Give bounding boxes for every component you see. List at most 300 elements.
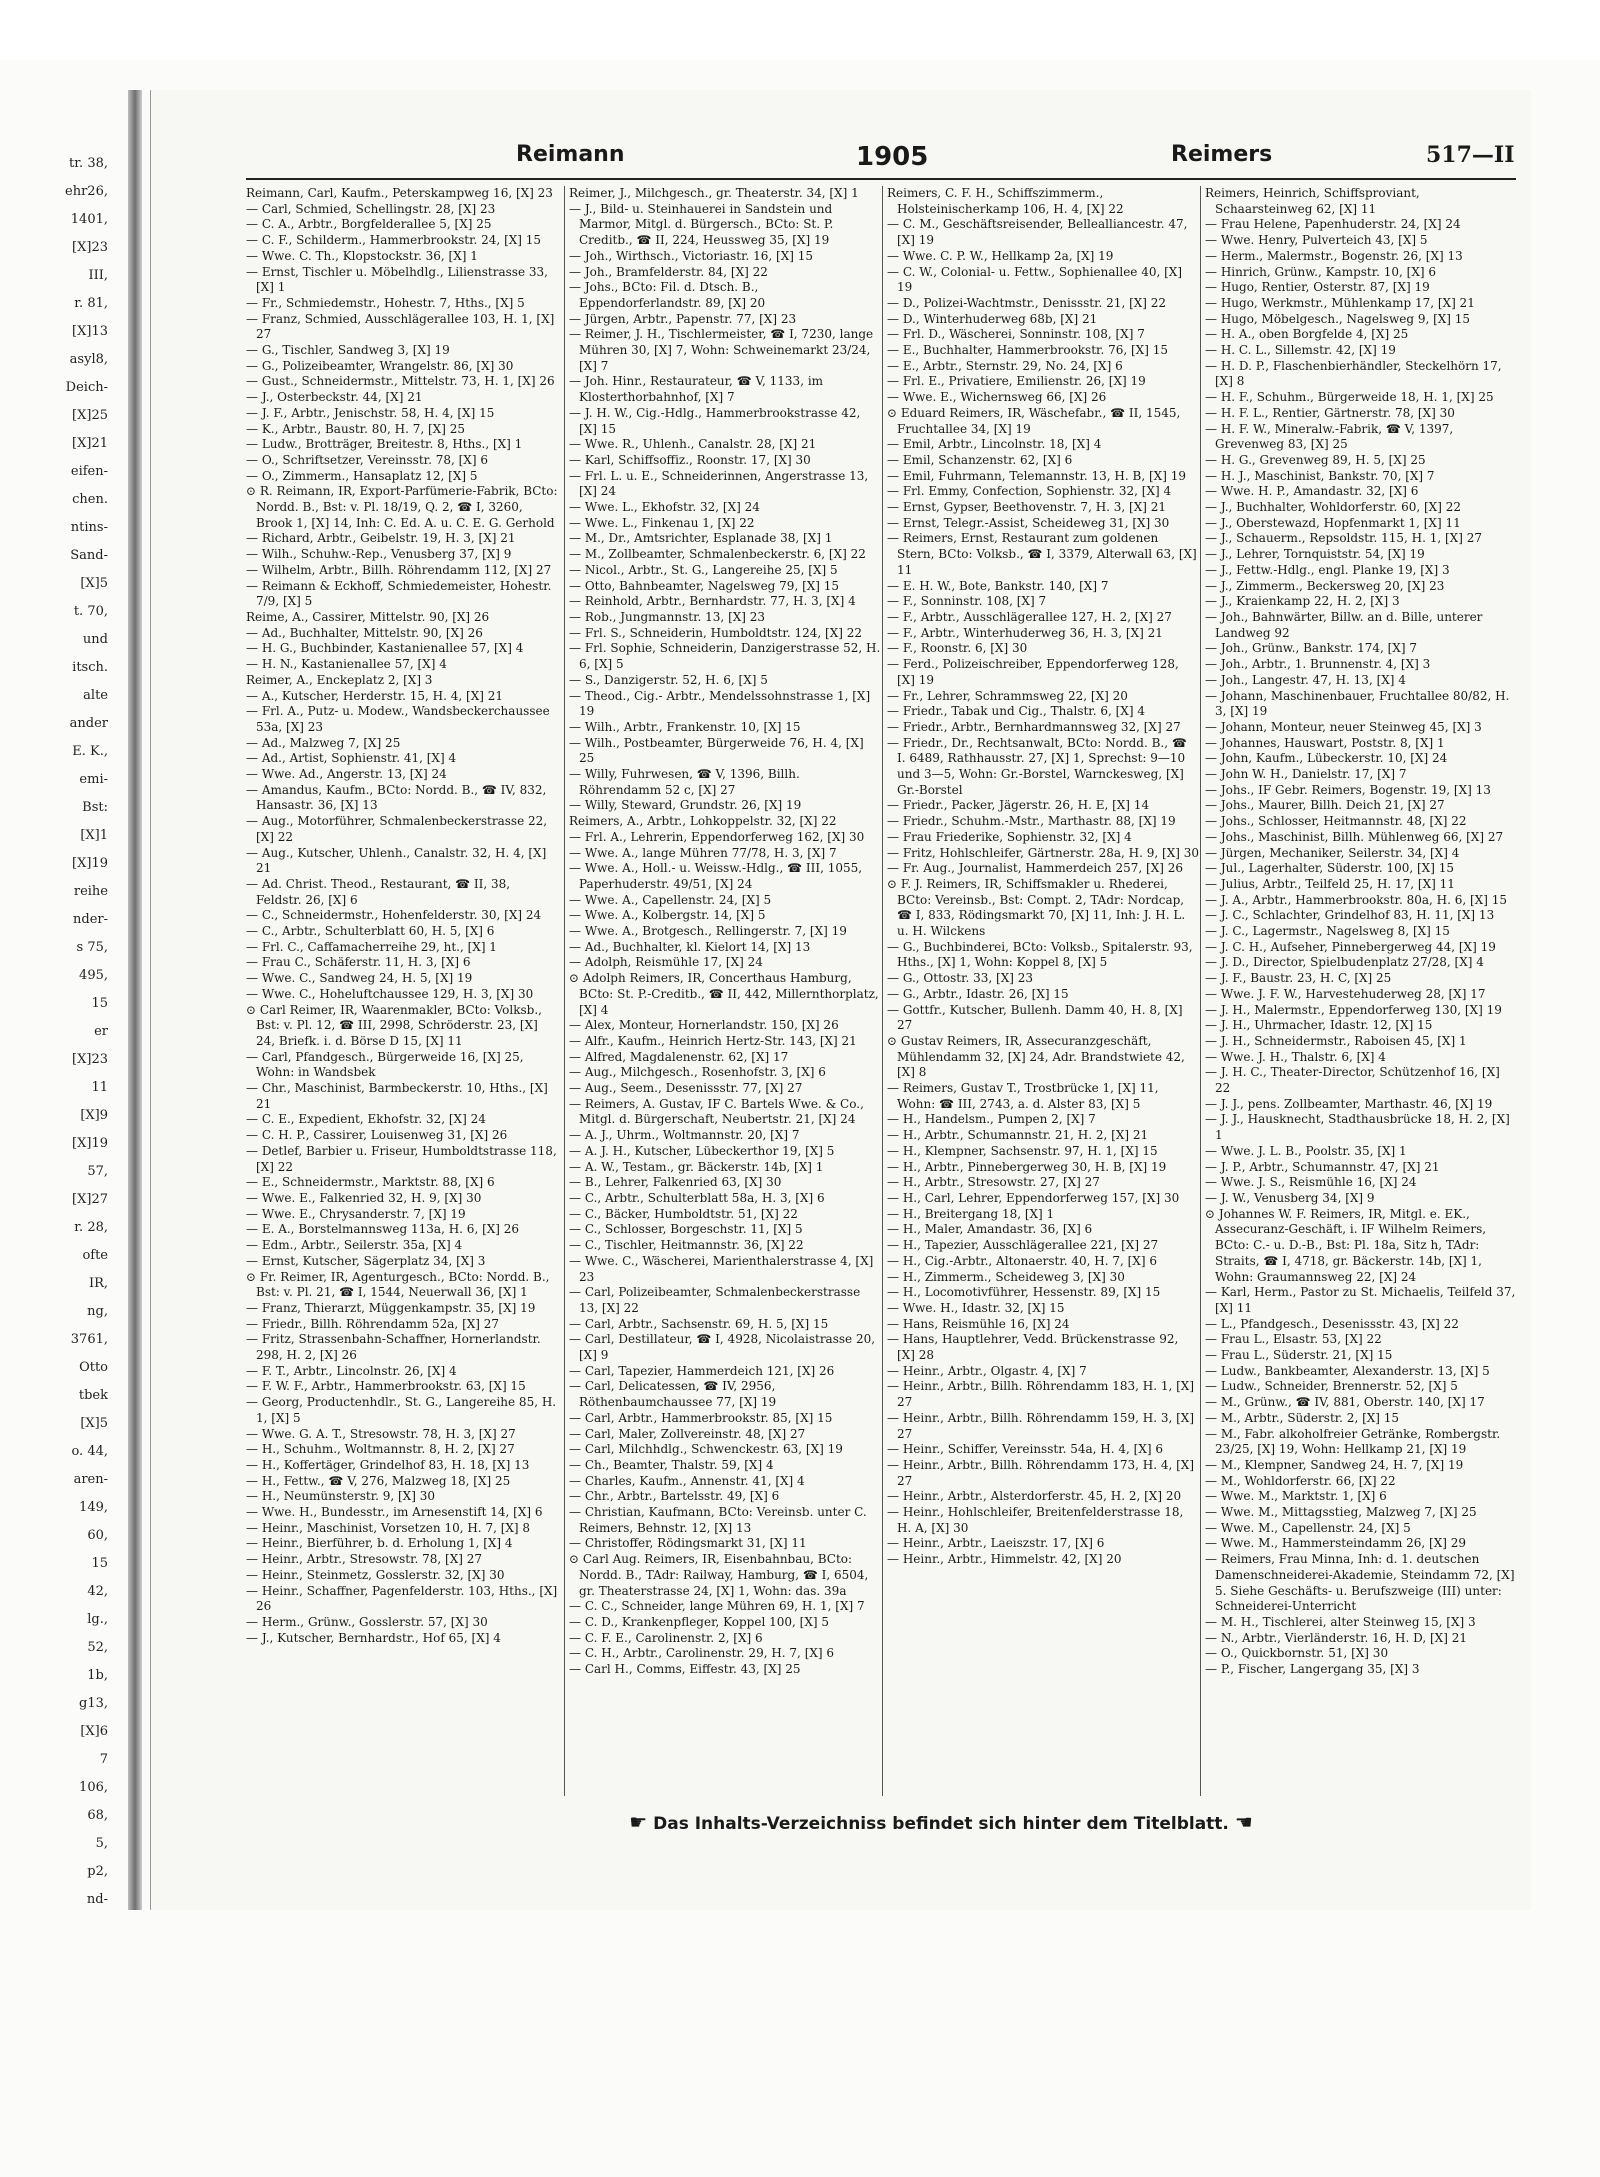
directory-entry: — Joh., Arbtr., 1. Brunnenstr. 4, [X] 3 (1205, 657, 1431, 672)
directory-entry: — Wwe. A., Capellenstr. 24, [X] 5 (569, 892, 772, 907)
directory-entry: — Jürgen, Mechaniker, Seilerstr. 34, [X] 4 (1205, 845, 1460, 860)
directory-entry: — Johann, Maschinenbauer, Fruchtallee 80/82, H. 3, [X] 19 (1205, 688, 1510, 719)
directory-entry: — G., Tischler, Sandweg 3, [X] 19 (246, 343, 450, 358)
directory-entry: — Friedr., Packer, Jägerstr. 26, H. E, [X] 14 (887, 798, 1150, 813)
directory-entry: — John W. H., Danielstr. 17, [X] 7 (1205, 767, 1407, 782)
facing-page-fragment: 495, (79, 968, 108, 983)
directory-entry: — J. H., Schneidermstr., Raboisen 45, [X] 1 (1205, 1033, 1467, 1048)
directory-entry: ⊙ R. Reimann, IR, Export-Parfümerie-Fabrik, BCto: Nordd. B., Bst: v. Pl. 18/19, Q. 2, ☎ I, 3260, Brook 1, [X] 14, Inh: C. Ed. A. u. C. E. G. Gerhold (246, 484, 558, 530)
facing-page-fragment: nder- (73, 912, 108, 927)
directory-entry: — Hinrich, Grünw., Kampstr. 10, [X] 6 (1205, 264, 1437, 279)
facing-page-fragment: chen. (72, 492, 108, 507)
directory-entry: — H. G., Grevenweg 89, H. 5, [X] 25 (1205, 452, 1426, 467)
directory-entry: — J., Kutscher, Bernhardstr., Hof 65, [X] 4 (246, 1630, 501, 1645)
facing-page-fragment: ng, (87, 1304, 108, 1319)
directory-entry: — Wwe. C., Sandweg 24, H. 5, [X] 19 (246, 971, 473, 986)
directory-entry: — Karl, Schiffsoffiz., Roonstr. 17, [X] 30 (569, 452, 811, 467)
directory-entry: — C., Schneidermstr., Hohenfelderstr. 30, [X] 24 (246, 908, 542, 923)
directory-entry: — J. W., Venusberg 34, [X] 9 (1205, 1191, 1375, 1205)
directory-entry: — H. F. L., Rentier, Gärtnerstr. 78, [X] 30 (1205, 405, 1455, 420)
directory-entry: — Jul., Lagerhalter, Süderstr. 100, [X] 15 (1205, 861, 1454, 876)
directory-entry: — M., Fabr. alkoholfreier Getränke, Rombergstr. 23/25, [X] 19, Wohn: Hellkamp 21, [X] 19 (1205, 1426, 1501, 1457)
directory-entry: — Reimann & Eckhoff, Schmiedemeister, Hohestr. 7/9, [X] 5 (246, 578, 552, 609)
directory-entry: — Wwe. A., Brotgesch., Rellingerstr. 7, [X] 19 (569, 924, 847, 939)
page-gutter (128, 90, 142, 1910)
directory-entry: — Wwe. J. S., Reismühle 16, [X] 24 (1205, 1175, 1417, 1190)
facing-page-fragment: 57, (87, 1164, 108, 1179)
directory-entry: — Gottfr., Kutscher, Bullenh. Damm 40, H. 8, [X] 27 (887, 1002, 1183, 1033)
directory-entry: — Detlef, Barbier u. Friseur, Humboldtstrasse 118, [X] 22 (246, 1143, 557, 1174)
directory-entry: Reimers, A., Arbtr., Lohkoppelstr. 32, [X] 22 (569, 814, 837, 829)
footer-text: Das Inhalts-Verzeichniss befindet sich hinter dem Titelblatt. (653, 1814, 1229, 1834)
facing-page-fragment: nd- (86, 1892, 108, 1907)
directory-entry: — C. H., Arbtr., Carolinenstr. 29, H. 7, [X] 6 (569, 1646, 835, 1661)
directory-entry: — Frl. A., Lehrerin, Eppendorferweg 162, [X] 30 (569, 829, 865, 844)
directory-entry: — Joh., Bahnwärter, Billw. an d. Bille, unterer Landweg 92 (1205, 609, 1483, 640)
directory-entry: — Wwe. R., Uhlenh., Canalstr. 28, [X] 21 (569, 437, 817, 452)
directory-entry: — Fr., Schmiedemstr., Hohestr. 7, Hths., [X] 5 (246, 295, 525, 310)
column-1 (246, 186, 558, 1796)
column-4 (1200, 186, 1517, 1796)
directory-entry: — Wwe. H. P., Amandastr. 32, [X] 6 (1205, 484, 1419, 499)
facing-page-fragment: asyl8, (69, 352, 108, 367)
facing-page-fragment: [X]23 (72, 1052, 108, 1067)
directory-entry: — Wwe. A., Holl.- u. Weissw.-Hdlg., ☎ III, 1055, Paperhuderstr. 49/51, [X] 24 (569, 861, 863, 891)
directory-entry: — Friedr., Schuhm.-Mstr., Marthastr. 88, [X] 19 (887, 814, 1176, 829)
facing-page-fragment: ehr26, (65, 184, 108, 199)
facing-page-fragment: ander (69, 716, 108, 731)
facing-page-fragment: III, (88, 268, 108, 283)
directory-entry: ⊙ Johannes W. F. Reimers, IR, Mitgl. e. EK., Assecuranz-Geschäft, i. IF Wilhelm Reimers, BCto: C.- u. D.-B., Bst: Pl. 18a, Sitz h, TAdr: Straits, ☎ I, 4718, gr. Bäckerstr. 14b, [X] 1, Wohn: Graumannsweg 22, [X] 24 (1205, 1206, 1487, 1284)
header-left-word: Reimann (516, 142, 625, 167)
directory-entry: — Wwe. E., Falkenried 32, H. 9, [X] 30 (246, 1191, 482, 1205)
directory-entry: — H. J., Maschinist, Bankstr. 70, [X] 7 (1205, 468, 1435, 483)
directory-entry: — Wwe. L., Finkenau 1, [X] 22 (569, 515, 755, 530)
directory-entry: — E., Buchhalter, Hammerbrookstr. 76, [X] 15 (887, 343, 1168, 358)
directory-entry: — Wwe. E., Wichernsweg 66, [X] 26 (887, 390, 1107, 405)
facing-page-fragment: itsch. (72, 660, 108, 675)
directory-entry: — J. C. H., Aufseher, Pinnebergerweg 44, [X] 19 (1205, 939, 1496, 954)
facing-page-fragment: 1b, (87, 1668, 108, 1683)
directory-entry: — Heinr., Arbtr., Laeiszstr. 17, [X] 6 (887, 1536, 1105, 1551)
facing-page-fragment: [X]23 (72, 240, 108, 255)
directory-entry: — Fr., Lehrer, Schrammsweg 22, [X] 20 (887, 688, 1128, 703)
directory-entry: — O., Schriftsetzer, Vereinsstr. 78, [X] 6 (246, 452, 488, 467)
facing-page-fragment: 1401, (70, 212, 108, 227)
directory-entry: — Reimers, A. Gustav, IF C. Bartels Wwe. & Co., Mitgl. d. Bürgerschaft, Neubertstr. 21, [X] 24 (569, 1096, 864, 1127)
directory-page (150, 90, 1531, 1910)
directory-entry: — Friedr., Dr., Rechtsanwalt, BCto: Nordd. B., ☎ I. 6489, Rathhausstr. 27, [X] 1, Sprechst: 9—10 und 3—5, Wohn: Gr.-Borstel, Warnckesweg, [X] Gr.-Borstel (887, 735, 1187, 797)
directory-entry: — H., Schuhm., Woltmannstr. 8, H. 2, [X] 27 (246, 1442, 515, 1457)
facing-page-fragment: er (94, 1024, 108, 1039)
column-2 (564, 186, 881, 1796)
directory-entry: — C. M., Geschäftsreisender, Bellealliancestr. 47, [X] 19 (887, 217, 1188, 248)
directory-entry: — Emil, Arbtr., Lincolnstr. 18, [X] 4 (887, 437, 1102, 452)
directory-entry: — Carl, Delicatessen, ☎ IV, 2956, Röthenbaumchaussee 77, [X] 19 (569, 1379, 777, 1410)
directory-entry: — Heinr., Arbtr., Billh. Röhrendamm 183, H. 1, [X] 27 (887, 1379, 1195, 1410)
directory-entry: — P., Fischer, Langergang 35, [X] 3 (1205, 1662, 1420, 1677)
directory-entry: — Wwe. M., Mittagsstieg, Malzweg 7, [X] 25 (1205, 1505, 1477, 1520)
facing-page-fragment: g13, (79, 1696, 108, 1711)
directory-entry: — Heinr., Steinmetz, Gosslerstr. 32, [X] 30 (246, 1567, 505, 1582)
header-rule (246, 178, 1516, 180)
facing-page-fragment: [X]1 (80, 828, 108, 843)
directory-entry: — J., Oberstewazd, Hopfenmarkt 1, [X] 11 (1205, 515, 1461, 530)
directory-entry: — Frau C., Schäferstr. 11, H. 3, [X] 6 (246, 955, 471, 970)
facing-page-strip (0, 150, 120, 1907)
directory-entry: — J., Kraienkamp 22, H. 2, [X] 3 (1205, 594, 1400, 609)
directory-entry: — H. A., oben Borgfelde 4, [X] 25 (1205, 327, 1409, 342)
directory-entry: — C. F., Schilderm., Hammerbrookstr. 24, [X] 15 (246, 233, 542, 248)
directory-entry: — Hugo, Möbelgesch., Nagelsweg 9, [X] 15 (1205, 311, 1471, 326)
directory-entry: — H., Neumünsterstr. 9, [X] 30 (246, 1489, 435, 1504)
directory-entry: — John, Kaufm., Lübeckerstr. 10, [X] 24 (1205, 751, 1448, 766)
directory-entry: — J., Osterbeckstr. 44, [X] 21 (246, 390, 423, 405)
directory-entry: — Gust., Schneidermstr., Mittelstr. 73, H. 1, [X] 26 (246, 374, 555, 389)
directory-entry: — Wwe. J. H., Thalstr. 6, [X] 4 (1205, 1049, 1386, 1064)
directory-entry: — N., Arbtr., Vierländerstr. 16, H. D, [X] 21 (1205, 1630, 1467, 1645)
directory-entry: — Jürgen, Arbtr., Papenstr. 77, [X] 23 (569, 311, 797, 326)
directory-entry: — Frl. Emmy, Confection, Sophienstr. 32, [X] 4 (887, 484, 1172, 499)
directory-entry: — Heinr., Arbtr., Billh. Röhrendamm 159, H. 3, [X] 27 (887, 1410, 1195, 1441)
directory-entry: — C. E., Expedient, Ekhofstr. 32, [X] 24 (246, 1112, 486, 1127)
directory-entry: — H. F. W., Mineralw.-Fabrik, ☎ V, 1397, Grevenweg 83, [X] 25 (1205, 421, 1454, 452)
directory-entry: — K., Arbtr., Baustr. 80, H. 7, [X] 25 (246, 421, 465, 436)
directory-entry: — L., Pfandgesch., Desenissstr. 43, [X] 22 (1205, 1316, 1459, 1331)
directory-entry: — Ludw., Schneider, Brennerstr. 52, [X] 5 (1205, 1379, 1458, 1394)
directory-entry: — F., Arbtr., Ausschlägerallee 127, H. 2, [X] 27 (887, 609, 1172, 624)
directory-entry: Reimers, C. F. H., Schiffszimmerm., Holsteinischerkamp 106, H. 4, [X] 22 (887, 186, 1124, 216)
directory-entry: — Frl. Sophie, Schneiderin, Danzigerstrasse 52, H. 6, [X] 5 (569, 641, 881, 672)
directory-entry: — Willy, Steward, Grundstr. 26, [X] 19 (569, 798, 802, 813)
directory-entry: — Johs., BCto: Fil. d. Dtsch. B., Eppendorferlandstr. 89, [X] 20 (569, 280, 766, 310)
directory-entry: Reimer, J., Milchgesch., gr. Theaterstr. 34, [X] 1 (569, 186, 859, 200)
directory-entry: — M. H., Tischlerei, alter Steinweg 15, [X] 3 (1205, 1614, 1476, 1629)
directory-entry: — H., Fettw., ☎ V, 276, Malzweg 18, [X] 25 (246, 1473, 511, 1488)
directory-entry: — J., Zimmerm., Beckersweg 20, [X] 23 (1205, 578, 1445, 593)
directory-entry: — Rob., Jungmannstr. 13, [X] 23 (569, 609, 766, 624)
directory-entry: — G., Buchbinderei, BCto: Volksb., Spitalerstr. 93, Hths., [X] 1, Wohn: Koppel 8, [X] 5 (887, 939, 1193, 970)
directory-entry: — Willy, Fuhrwesen, ☎ V, 1396, Billh. Röhrendamm 52 c, [X] 27 (569, 767, 800, 797)
directory-entry: — Johann, Monteur, neuer Steinweg 45, [X] 3 (1205, 719, 1482, 734)
directory-entry: — Emil, Schanzenstr. 62, [X] 6 (887, 452, 1073, 467)
directory-entry: — Ernst, Kutscher, Sägerplatz 34, [X] 3 (246, 1253, 486, 1268)
directory-entry: — H. D. P., Flaschenbierhändler, Steckelhörn 17, [X] 8 (1205, 358, 1502, 389)
facing-page-fragment: [X]5 (80, 576, 108, 591)
directory-entry: — Carl, Destillateur, ☎ I, 4928, Nicolaistrasse 20, [X] 9 (569, 1332, 876, 1363)
directory-entry: — M., Zollbeamter, Schmalenbeckerstr. 6, [X] 22 (569, 547, 866, 562)
directory-entry: ⊙ Carl Reimer, IR, Waarenmakler, BCto: Volksb., Bst: v. Pl. 12, ☎ III, 2998, Schröderstr. 23, [X] 24, Briefk. i. d. Börse D 15, [X] 11 (246, 1002, 542, 1048)
directory-entry: — Heinr., Bierführer, b. d. Erholung 1, [X] 4 (246, 1536, 513, 1551)
directory-entry: — Carl, Arbtr., Sachsenstr. 69, H. 5, [X] 15 (569, 1316, 829, 1331)
directory-entry: — H., Zimmerm., Scheideweg 3, [X] 30 (887, 1269, 1125, 1284)
directory-entry: — A., Kutscher, Herderstr. 15, H. 4, [X] 21 (246, 688, 504, 703)
pointing-hand-left-icon: ☛ (629, 1810, 648, 1834)
facing-page-fragment: 52, (87, 1640, 108, 1655)
directory-entry: — A. W., Testam., gr. Bäckerstr. 14b, [X] 1 (569, 1159, 824, 1174)
facing-page-fragment: und (82, 632, 108, 647)
facing-page-fragment: Otto (79, 1360, 108, 1375)
directory-entry: — Alfred, Magdalenenstr. 62, [X] 17 (569, 1049, 789, 1064)
directory-entry: — Heinr., Hohlschleifer, Breitenfelderstrasse 18, H. A, [X] 30 (887, 1505, 1184, 1535)
directory-entry: — J. H., Uhrmacher, Idastr. 12, [X] 15 (1205, 1018, 1433, 1033)
directory-entry: — M., Dr., Amtsrichter, Esplanade 38, [X] 1 (569, 531, 833, 546)
facing-page-fragment: [X]19 (72, 856, 108, 871)
directory-entry: — C. C., Schneider, lange Mühren 69, H. 1, [X] 7 (569, 1599, 865, 1614)
directory-entry: — Carl, Milchhdlg., Schwenckestr. 63, [X] 19 (569, 1442, 843, 1457)
directory-entry: — Frl. D., Wäscherei, Sonninstr. 108, [X] 7 (887, 327, 1145, 342)
directory-entry: — Ludw., Brotträger, Breitestr. 8, Hths., [X] 1 (246, 437, 523, 452)
directory-entry: — Aug., Milchgesch., Rosenhofstr. 3, [X] 6 (569, 1065, 826, 1080)
directory-entry: — J. H., Malermstr., Eppendorferweg 130, [X] 19 (1205, 1002, 1502, 1017)
directory-entry: ⊙ Fr. Reimer, IR, Agenturgesch., BCto: Nordd. B., Bst: v. Pl. 21, ☎ I, 1544, Neuerwall 36, [X] 1 (246, 1269, 550, 1300)
directory-entry: — Wwe. Ad., Angerstr. 13, [X] 24 (246, 767, 447, 782)
directory-entry: — H., Breitergang 18, [X] 1 (887, 1206, 1055, 1221)
directory-entry: — M., Grünw., ☎ IV, 881, Oberstr. 140, [X] 17 (1205, 1395, 1485, 1410)
directory-entry: — M., Wohldorferstr. 66, [X] 22 (1205, 1473, 1396, 1488)
directory-entry: — Aug., Kutscher, Uhlenh., Canalstr. 32, H. 4, [X] 21 (246, 845, 547, 876)
directory-entry: — J. F., Baustr. 23, H. C, [X] 25 (1205, 971, 1392, 986)
directory-entry: — Wwe. L., Ekhofstr. 32, [X] 24 (569, 500, 760, 515)
directory-entry: — H., Arbtr., Schumannstr. 21, H. 2, [X] 21 (887, 1128, 1149, 1143)
directory-entry: — Reimers, Frau Minna, Inh: d. 1. deutschen Damenschneiderei-Akademie, Steindamm 72, [X] 5. Siehe Geschäfts- u. Berufszweige (III) unter: Schneiderei-Unterricht (1205, 1552, 1515, 1614)
directory-entry: — J. J., pens. Zollbeamter, Marthastr. 46, [X] 19 (1205, 1096, 1493, 1111)
directory-entry: — Carl, Polizeibeamter, Schmalenbeckerstrasse 13, [X] 22 (569, 1285, 861, 1315)
directory-entry: — Carl, Maler, Zollvereinstr. 48, [X] 27 (569, 1426, 806, 1441)
directory-entry: — Wwe. C. Th., Klopstockstr. 36, [X] 1 (246, 248, 478, 263)
directory-entry: Reimann, Carl, Kaufm., Peterskampweg 16, [X] 23 (246, 186, 553, 200)
directory-entry: — Wilhelm, Arbtr., Billh. Röhrendamm 112, [X] 27 (246, 562, 552, 577)
directory-entry: — J., Schauerm., Repsoldstr. 115, H. 1, [X] 27 (1205, 531, 1482, 546)
directory-entry: — C., Tischler, Heitmannstr. 36, [X] 22 (569, 1238, 804, 1253)
directory-entry: — J., Fettw.-Hdlg., engl. Planke 19, [X] 3 (1205, 562, 1450, 577)
directory-entry: — J. P., Arbtr., Schumannstr. 47, [X] 21 (1205, 1159, 1440, 1174)
directory-entry: — C., Arbtr., Schulterblatt 60, H. 5, [X] 6 (246, 924, 495, 939)
directory-entry: — J. F., Arbtr., Jenischstr. 58, H. 4, [X] 15 (246, 405, 495, 420)
directory-entry: — Wilh., Postbeamter, Bürgerweide 76, H. 4, [X] 25 (569, 735, 864, 766)
directory-entry: — Theod., Cig.- Arbtr., Mendelssohnstrasse 1, [X] 19 (569, 688, 871, 719)
header-right-word: Reimers (1171, 142, 1273, 167)
directory-entry: — Fritz, Strassenbahn-Schaffner, Hornerlandstr. 298, H. 2, [X] 26 (246, 1332, 541, 1363)
directory-entry: — J. J., Hausknecht, Stadthausbrücke 18, H. 2, [X] 1 (1205, 1112, 1510, 1143)
directory-entry: — Heinr., Schiffer, Vereinsstr. 54a, H. 4, [X] 6 (887, 1442, 1164, 1457)
directory-entry: — M., Arbtr., Süderstr. 2, [X] 15 (1205, 1410, 1400, 1425)
header-year: 1905 (856, 142, 929, 172)
directory-entry: — Ad. Christ. Theod., Restaurant, ☎ II, 38, Feldstr. 26, [X] 6 (246, 876, 511, 907)
facing-page-fragment: ntins- (70, 520, 108, 535)
directory-entry: — O., Zimmerm., Hansaplatz 12, [X] 5 (246, 468, 478, 483)
facing-page-fragment: t. 70, (73, 604, 108, 619)
directory-entry: — Johs., Schlosser, Heitmannstr. 48, [X] 22 (1205, 814, 1467, 829)
facing-page-fragment: lg., (87, 1612, 108, 1627)
facing-page-fragment: reihe (73, 884, 108, 899)
facing-page-fragment: eifen- (70, 464, 108, 479)
directory-entry: — Emil, Fuhrmann, Telemannstr. 13, H. B, [X] 19 (887, 468, 1186, 483)
directory-entry: — Reimers, Gustav T., Trostbrücke 1, [X] 11, Wohn: ☎ III, 2743, a. d. Alster 83, [X] 5 (887, 1081, 1159, 1111)
directory-entry: — Wwe. A., Kolbergstr. 14, [X] 5 (569, 908, 766, 923)
facing-page-fragment: [X]21 (72, 436, 108, 451)
facing-page-fragment: [X]27 (72, 1192, 108, 1207)
directory-entry: — Carl H., Comms, Eiffestr. 43, [X] 25 (569, 1662, 801, 1677)
directory-entry: — C. H. P., Cassirer, Louisenweg 31, [X] 26 (246, 1128, 508, 1143)
directory-entry: — Wwe. C., Hoheluftchaussee 129, H. 3, [X] 30 (246, 986, 534, 1001)
directory-entry: — Frau Friederike, Sophienstr. 32, [X] 4 (887, 829, 1132, 844)
directory-entry: — C. A., Arbtr., Borgfelderallee 5, [X] 25 (246, 217, 492, 232)
directory-entry: — Hans, Reismühle 16, [X] 24 (887, 1316, 1070, 1331)
directory-entry: — Frl. L. u. E., Schneiderinnen, Angerstrasse 13, [X] 24 (569, 468, 869, 499)
directory-entry: — Joh., Wirthsch., Victoriastr. 16, [X] 15 (569, 248, 814, 263)
scan-margin (0, 0, 1600, 60)
directory-entry: — Frau Helene, Papenhuderstr. 24, [X] 24 (1205, 217, 1461, 232)
directory-entry: — S., Danzigerstr. 52, H. 6, [X] 5 (569, 672, 768, 687)
directory-entry: — Alex, Monteur, Hornerlandstr. 150, [X] 26 (569, 1018, 839, 1033)
directory-entry: — Herm., Grünw., Gosslerstr. 57, [X] 30 (246, 1614, 488, 1629)
directory-entry: — Joh., Langestr. 47, H. 13, [X] 4 (1205, 672, 1406, 687)
facing-page-fragment: [X]25 (72, 408, 108, 423)
directory-entry: — Franz, Thierarzt, Müggenkampstr. 35, [X] 19 (246, 1300, 536, 1315)
directory-entry: ⊙ F. J. Reimers, IR, Schiffsmakler u. Rhederei, BCto: Vereinsb., Bst: Compt. 2, TAdr: Nordcap, ☎ I, 833, Rödingsmarkt 70, [X] 11, Inh: J. H. L. u. H. Wilckens (887, 876, 1186, 939)
facing-page-fragment: tbek (78, 1388, 108, 1403)
directory-entry: — J. H. W., Cig.-Hdlg., Hammerbrookstrasse 42, [X] 15 (569, 405, 861, 436)
facing-page-fragment: Deich- (65, 380, 108, 395)
directory-entry: — Wilh., Arbtr., Frankenstr. 10, [X] 15 (569, 719, 801, 734)
directory-entry: — Aug., Motorführer, Schmalenbeckerstrasse 22, [X] 22 (246, 814, 548, 844)
directory-entry: — Hugo, Rentier, Osterstr. 87, [X] 19 (1205, 280, 1430, 295)
facing-page-fragment: p2, (87, 1864, 108, 1879)
directory-entry: — C. W., Colonial- u. Fettw., Sophienallee 40, [X] 19 (887, 264, 1183, 295)
directory-entry: — Reimer, J. H., Tischlermeister, ☎ I, 7230, lange Mühren 30, [X] 7, Wohn: Schweinemarkt 23/24, [X] 7 (569, 327, 874, 373)
directory-entry: — Herm., Malermstr., Bogenstr. 26, [X] 13 (1205, 248, 1463, 263)
directory-entry: ⊙ Carl Aug. Reimers, IR, Eisenbahnbau, BCto: Nordd. B., TAdr: Railway, Hamburg, ☎ I, 6504, gr. Theaterstrasse 24, [X] 1, Wohn: das. 39a (569, 1552, 869, 1598)
directory-entry: — E., Schneidermstr., Marktstr. 88, [X] 6 (246, 1175, 495, 1190)
directory-entry: — F., Roonstr. 6, [X] 30 (887, 641, 1028, 656)
directory-entry: — J. H. C., Theater-Director, Schützenhof 16, [X] 22 (1205, 1065, 1500, 1096)
directory-entry: — Ernst, Tischler u. Möbelhdlg., Lilienstrasse 33, [X] 1 (246, 264, 548, 295)
facing-page-fragment: 42, (87, 1584, 108, 1599)
directory-entry: — Fritz, Hohlschleifer, Gärtnerstr. 28a, H. 9, [X] 30 (887, 845, 1200, 860)
directory-entry: — Heinr., Arbtr., Billh. Röhrendamm 173, H. 4, [X] 27 (887, 1457, 1195, 1488)
directory-entry: — J. C., Lagermstr., Nagelsweg 8, [X] 15 (1205, 924, 1450, 939)
directory-entry: — Julius, Arbtr., Teilfeld 25, H. 17, [X] 11 (1205, 876, 1455, 891)
directory-entry: — H., Cig.-Arbtr., Altonaerstr. 40, H. 7, [X] 6 (887, 1253, 1157, 1268)
directory-entry: — Wwe. J. L. B., Poolstr. 35, [X] 1 (1205, 1143, 1407, 1158)
running-header (151, 142, 1531, 172)
directory-entry: — Fr. Aug., Journalist, Hammerdeich 257, [X] 26 (887, 861, 1183, 876)
directory-entry: ⊙ Eduard Reimers, IR, Wäschefabr., ☎ II, 1545, Fruchtallee 34, [X] 19 (887, 405, 1181, 436)
directory-entry: — Frl. A., Putz- u. Modew., Wandsbeckerchaussee 53a, [X] 23 (246, 704, 550, 734)
directory-entry: — Wwe. M., Marktstr. 1, [X] 6 (1205, 1489, 1387, 1504)
directory-entry: — H. C. L., Sillemstr. 42, [X] 19 (1205, 343, 1396, 358)
directory-entry: — Wwe. H., Idastr. 32, [X] 15 (887, 1300, 1065, 1315)
directory-entry: — M., Klempner, Sandweg 24, H. 7, [X] 19 (1205, 1457, 1464, 1472)
directory-entry: — D., Polizei-Wachtmstr., Denissstr. 21, [X] 22 (887, 295, 1167, 310)
directory-entry: — D., Winterhuderweg 68b, [X] 21 (887, 311, 1098, 326)
directory-entry: — Heinr., Arbtr., Stresowstr. 78, [X] 27 (246, 1552, 483, 1567)
facing-page-fragment: 3761, (70, 1332, 108, 1347)
directory-entry: — Heinr., Arbtr., Himmelstr. 42, [X] 20 (887, 1552, 1122, 1567)
directory-entry: — Chr., Arbtr., Bartelsstr. 49, [X] 6 (569, 1489, 780, 1504)
directory-entry: — Johs., IF Gebr. Reimers, Bogenstr. 19, [X] 13 (1205, 782, 1491, 797)
directory-entry: — Hugo, Werkmstr., Mühlenkamp 17, [X] 21 (1205, 295, 1475, 310)
directory-entry: — F. W. F., Arbtr., Hammerbrookstr. 63, [X] 15 (246, 1379, 526, 1394)
directory-entry: — F., Sonninstr. 108, [X] 7 (887, 594, 1047, 609)
directory-entry: — Ludw., Bankbeamter, Alexanderstr. 13, [X] 5 (1205, 1363, 1490, 1378)
directory-entry: — Richard, Arbtr., Geibelstr. 19, H. 3, [X] 21 (246, 531, 516, 546)
facing-page-fragment: 11 (91, 1080, 108, 1095)
directory-entry: — Georg, Productenhdlr., St. G., Langereihe 85, H. 1, [X] 5 (246, 1395, 557, 1425)
column-3 (882, 186, 1199, 1796)
directory-entry: — A. J. H., Kutscher, Lübeckerthor 19, [X] 5 (569, 1143, 835, 1158)
directory-entry: — H. N., Kastanienallee 57, [X] 4 (246, 657, 447, 672)
directory-entry: — Ernst, Telegr.-Assist, Scheideweg 31, [X] 30 (887, 515, 1170, 530)
directory-entry: — Wwe. G. A. T., Stresowstr. 78, H. 3, [X] 27 (246, 1426, 516, 1441)
directory-entry: Reimers, Heinrich, Schiffsproviant, Schaarsteinweg 62, [X] 11 (1205, 186, 1420, 216)
directory-entry: — Carl, Schmied, Schellingstr. 28, [X] 23 (246, 201, 496, 216)
directory-entry: — Carl, Arbtr., Hammerbrookstr. 85, [X] 15 (569, 1410, 833, 1425)
facing-page-fragment: [X]5 (80, 1416, 108, 1431)
directory-entry: — H. F., Schuhm., Bürgerweide 18, H. 1, [X] 25 (1205, 390, 1494, 405)
directory-entry: — C. F. E., Carolinenstr. 2, [X] 6 (569, 1630, 763, 1645)
directory-entry: — J. A., Arbtr., Hammerbrookstr. 80a, H. 6, [X] 15 (1205, 892, 1507, 907)
facing-page-fragment: o. 44, (71, 1444, 108, 1459)
facing-page-fragment: emi- (79, 772, 108, 787)
directory-entry: — C., Arbtr., Schulterblatt 58a, H. 3, [X] 6 (569, 1191, 825, 1205)
directory-entry: — H., Koffertäger, Grindelhof 83, H. 18, [X] 13 (246, 1457, 530, 1472)
directory-entry: — H., Maler, Amandastr. 36, [X] 6 (887, 1222, 1093, 1237)
facing-page-fragment: 5, (95, 1836, 108, 1851)
directory-entry: — Wwe. Henry, Pulverteich 43, [X] 5 (1205, 233, 1428, 248)
facing-page-fragment: 106, (79, 1780, 108, 1795)
directory-entry: — Friedr., Billh. Röhrendamm 52a, [X] 27 (246, 1316, 500, 1331)
directory-entry: — H., Carl, Lehrer, Eppendorferweg 157, [X] 30 (887, 1191, 1180, 1205)
directory-entry: — Heinr., Maschinist, Vorsetzen 10, H. 7, [X] 8 (246, 1520, 531, 1535)
directory-entry: — A. J., Uhrm., Woltmannstr. 20, [X] 7 (569, 1128, 800, 1143)
directory-entry: — J. C., Schlachter, Grindelhof 83, H. 11, [X] 13 (1205, 908, 1495, 923)
directory-entry: — Heinr., Arbtr., Olgastr. 4, [X] 7 (887, 1363, 1087, 1378)
facing-page-fragment: IR, (88, 1276, 108, 1291)
directory-entry: — Adolph, Reismühle 17, [X] 24 (569, 955, 763, 970)
facing-page-fragment: tr. 38, (69, 156, 108, 171)
directory-entry: — G., Arbtr., Idastr. 26, [X] 15 (887, 986, 1069, 1001)
directory-entry: — H., Handelsm., Pumpen 2, [X] 7 (887, 1112, 1096, 1127)
directory-entry: — Frl. E., Privatiere, Emilienstr. 26, [X] 19 (887, 374, 1146, 389)
directory-entry: — Johs., Maschinist, Billh. Mühlenweg 66, [X] 27 (1205, 829, 1504, 844)
directory-entry: — H., Locomotivführer, Hessenstr. 89, [X] 15 (887, 1285, 1161, 1300)
directory-entry: — Ad., Buchhalter, kl. Kielort 14, [X] 13 (569, 939, 811, 954)
facing-page-fragment: [X]9 (80, 1108, 108, 1123)
facing-page-fragment: E. K., (72, 744, 108, 759)
facing-page-fragment: 15 (91, 996, 108, 1011)
directory-entry: — Carl, Tapezier, Hammerdeich 121, [X] 26 (569, 1363, 835, 1378)
facing-page-fragment: [X]6 (80, 1724, 108, 1739)
facing-page-fragment: r. 81, (74, 296, 108, 311)
directory-entry: — Joh., Grünw., Bankstr. 174, [X] 7 (1205, 641, 1417, 656)
directory-entry: — Johs., Maurer, Billh. Deich 21, [X] 27 (1205, 798, 1445, 813)
directory-entry: — Frl. C., Caffamacherreihe 29, ht., [X] 1 (246, 939, 497, 954)
pointing-hand-right-icon: ☚ (1234, 1810, 1253, 1834)
directory-entry: — Ad., Artist, Sophienstr. 41, [X] 4 (246, 751, 457, 766)
page-number: 517—II (1426, 142, 1515, 168)
directory-entry: — Wwe. J. F. W., Harvestehuderweg 28, [X] 17 (1205, 986, 1486, 1001)
entry-columns (246, 186, 1516, 1796)
facing-page-fragment: Sand- (70, 548, 108, 563)
directory-entry: — Nicol., Arbtr., St. G., Langereihe 25, [X] 5 (569, 562, 838, 577)
facing-page-fragment: [X]19 (72, 1136, 108, 1151)
facing-page-fragment: r. 28, (74, 1220, 108, 1235)
directory-entry: — Wwe. E., Chrysanderstr. 7, [X] 19 (246, 1206, 466, 1221)
facing-page-fragment: [X]13 (72, 324, 108, 339)
directory-entry: — G., Ottostr. 33, [X] 23 (887, 971, 1034, 986)
